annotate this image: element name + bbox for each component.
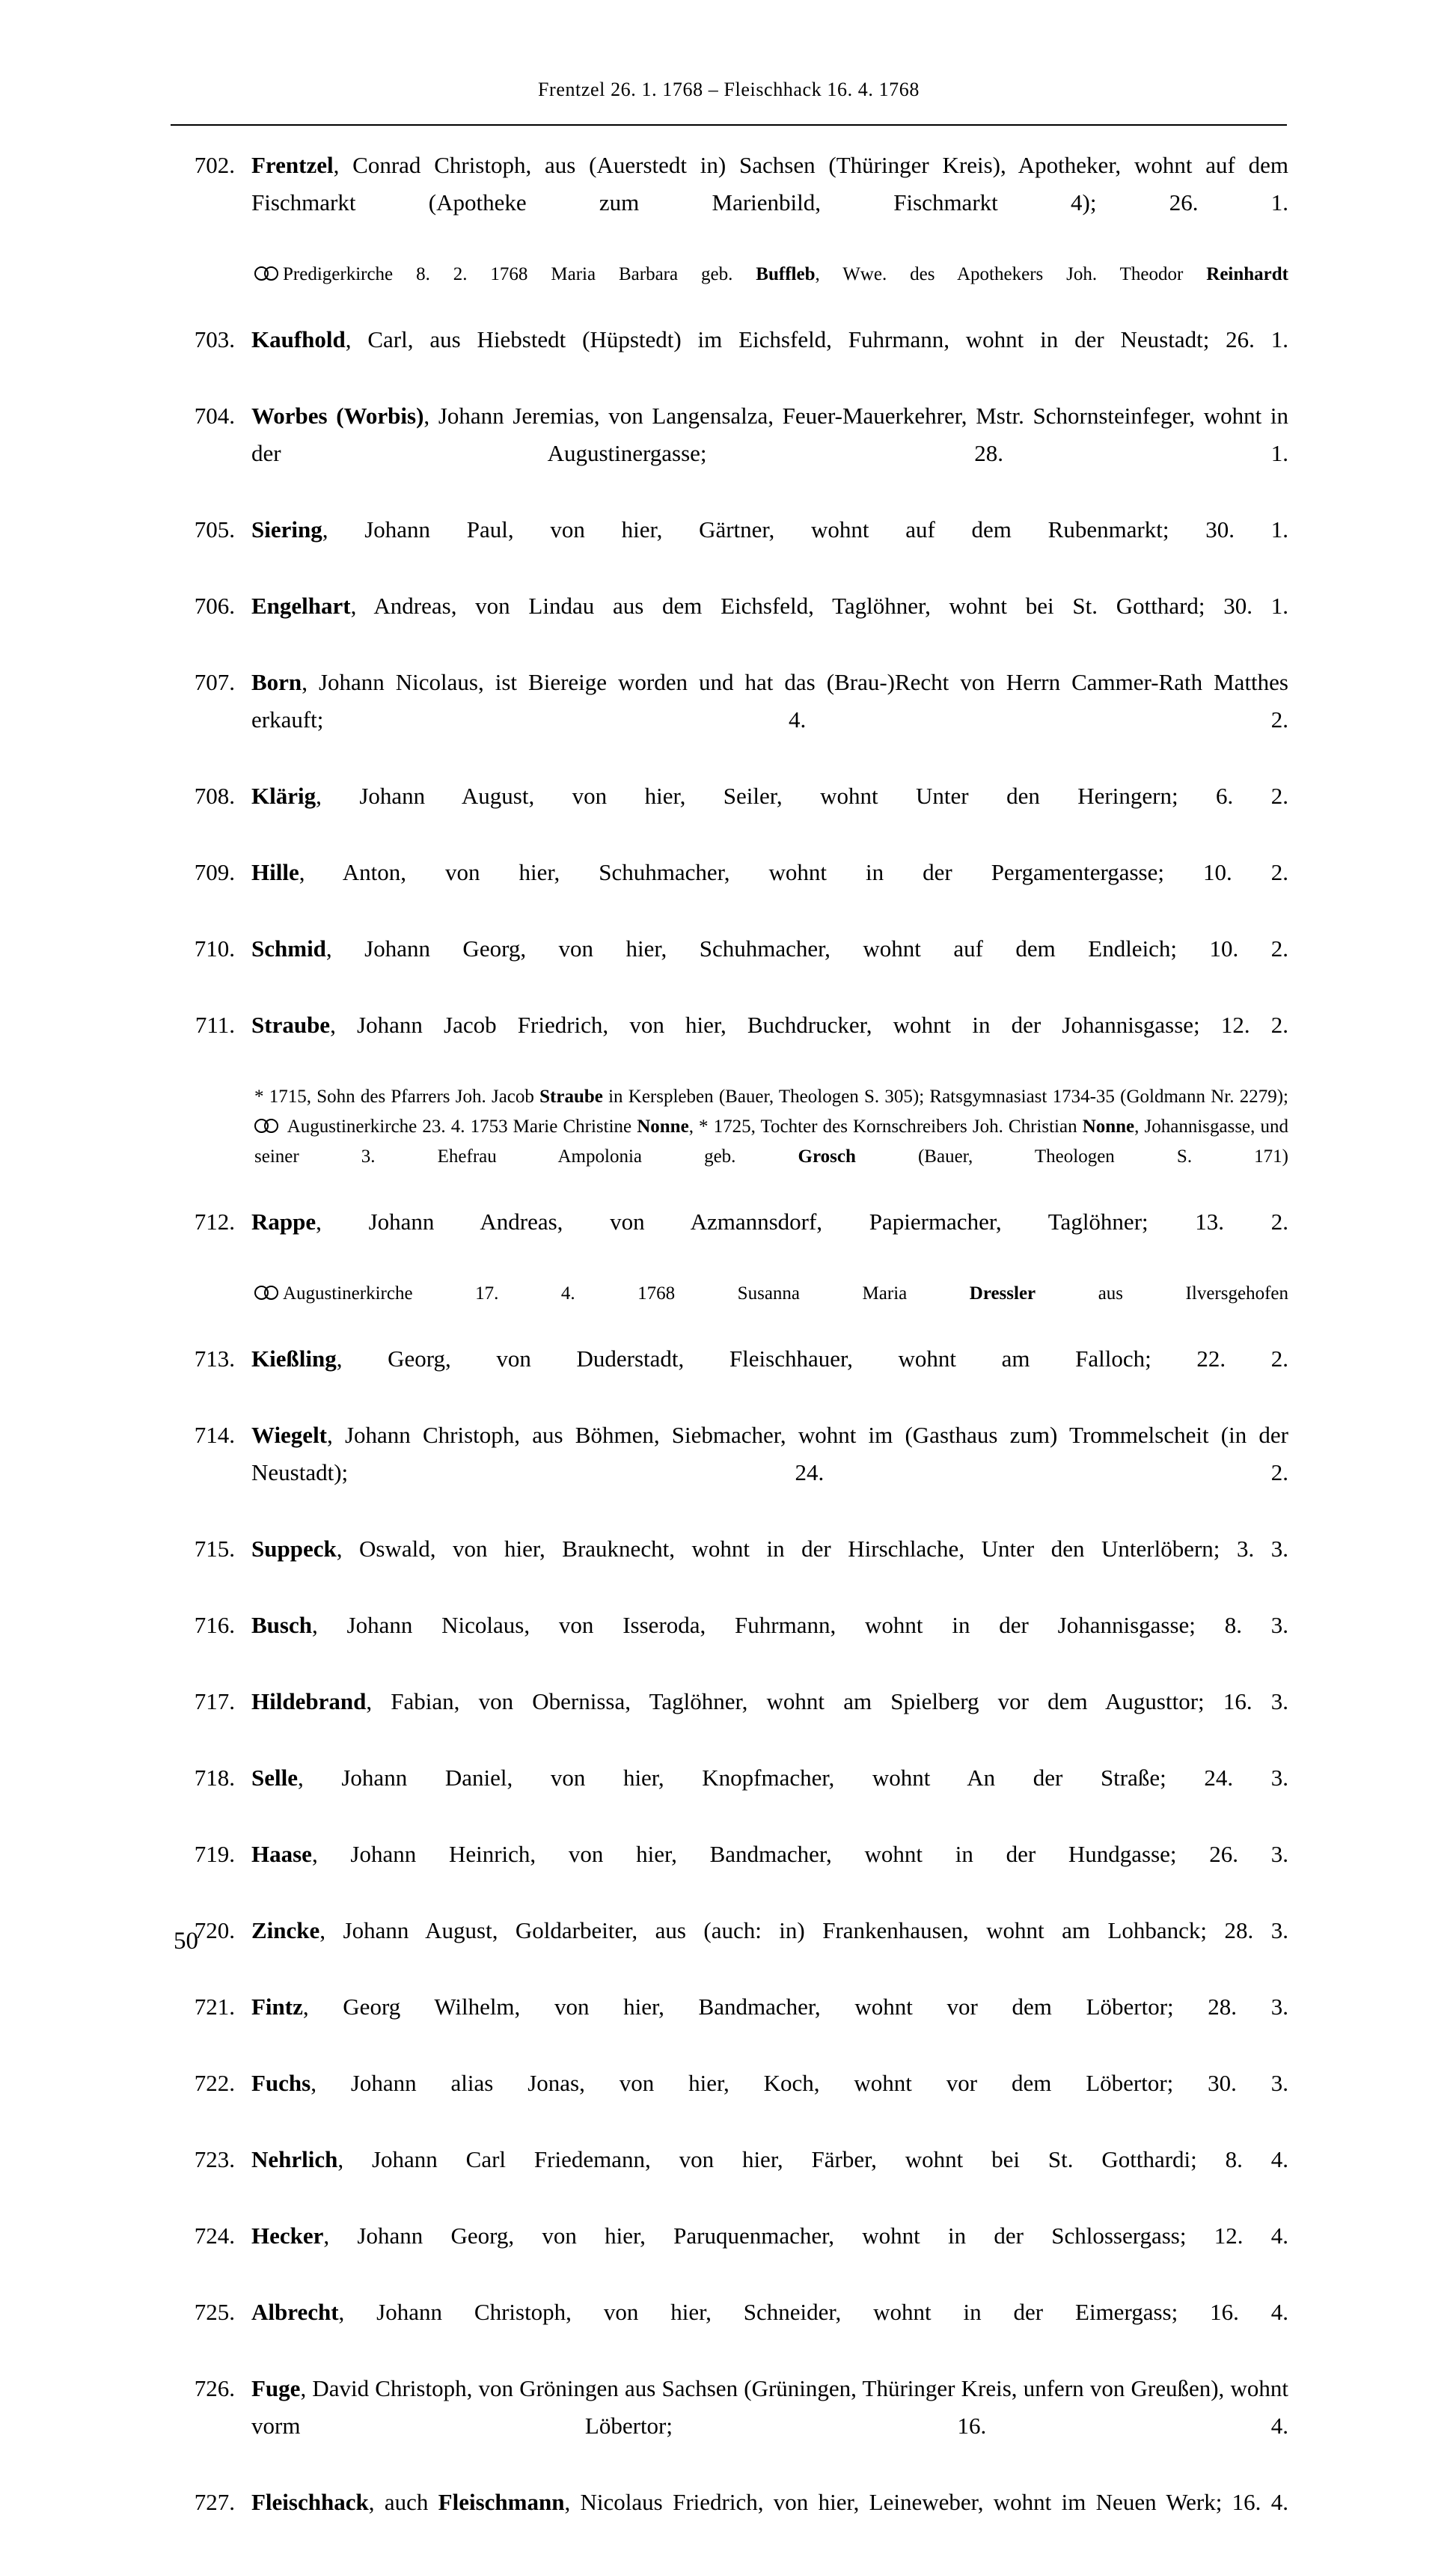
entry-surname: Suppeck bbox=[251, 1536, 337, 1562]
entry-note bbox=[251, 1082, 1288, 1202]
entry-description: , Johann Daniel, von hier, Knopfmacher, wohnt An der Straße; 24. 3. bbox=[298, 1765, 1288, 1791]
entry-surname: Worbes (Worbis) bbox=[251, 403, 424, 429]
entry-surname: Selle bbox=[251, 1765, 298, 1791]
entry-text bbox=[251, 1759, 1288, 1834]
entry-description: , Nicolaus Friedrich, von hier, Leineweber, wohnt im Neuen Werk; 16. 4. bbox=[564, 2489, 1288, 2515]
entry-item bbox=[171, 1530, 1288, 1605]
entry-text bbox=[251, 854, 1288, 929]
entry-text bbox=[251, 1203, 1288, 1278]
entry-item bbox=[171, 1607, 1288, 1681]
entry-body bbox=[235, 2141, 1288, 2216]
entry-description: , Johann Paul, von hier, Gärtner, wohnt auf dem Rubenmarkt; 30. 1. bbox=[322, 516, 1288, 543]
entry-number: 710. bbox=[194, 935, 235, 962]
entry-surname: Hecker bbox=[251, 2223, 324, 2249]
marriage-rings-icon bbox=[254, 266, 280, 281]
entry-description: , Georg, von Duderstadt, Fleischhauer, wohnt am Falloch; 22. 2. bbox=[336, 1345, 1288, 1372]
entry-surname: Straube bbox=[251, 1012, 331, 1038]
entry-description: , Johann Nicolaus, von Isseroda, Fuhrmann, wohnt in der Johannisgasse; 8. 3. bbox=[311, 1612, 1288, 1638]
entry-body bbox=[235, 321, 1288, 396]
entry-item bbox=[171, 511, 1288, 586]
entry-text bbox=[251, 930, 1288, 1005]
entry-body bbox=[235, 397, 1288, 510]
entry-body bbox=[235, 1203, 1288, 1339]
entry-description: , Oswald, von hier, Brauknecht, wohnt in der Hirschlache, Unter den Unterlöbern; 3. 3. bbox=[336, 1536, 1288, 1562]
entry-text bbox=[251, 1836, 1288, 1910]
entry-description: , Conrad Christoph, aus (Auerstedt in) Sachsen (Thüringer Kreis), Apotheker, wohnt auf dem Fischmarkt (Apotheke zum Marienbild, Fischmarkt 4); 26. 1. bbox=[251, 152, 1288, 216]
entry-surname: Siering bbox=[251, 516, 322, 543]
entry-text bbox=[251, 321, 1288, 396]
entry-body bbox=[235, 147, 1288, 320]
entry-text bbox=[251, 1988, 1288, 2063]
note-text: * 1715, Sohn des Pfarrers Joh. Jacob bbox=[254, 1087, 540, 1107]
entry-number: 708. bbox=[194, 783, 235, 809]
entry-text bbox=[251, 147, 1288, 259]
entry-body bbox=[235, 511, 1288, 586]
entry-surname: Fleischhack bbox=[251, 2489, 369, 2515]
entry-text bbox=[251, 511, 1288, 586]
entry-item bbox=[171, 2484, 1288, 2559]
entry-number: 718. bbox=[194, 1765, 235, 1791]
entry-description: , Johann Georg, von hier, Schuhmacher, wohnt auf dem Endleich; 10. 2. bbox=[325, 935, 1288, 962]
entry-body bbox=[235, 1607, 1288, 1681]
entry-description: , David Christoph, von Gröningen aus Sachsen (Grüningen, Thüringer Kreis, unfern von Greußen), wohnt vorm Löbertor; 16. 4. bbox=[251, 2375, 1288, 2439]
entry-body bbox=[235, 2065, 1288, 2139]
entry-description: , Carl, aus Hiebstedt (Hüpstedt) im Eichsfeld, Fuhrmann, wohnt in der Neustadt; 26. 1. bbox=[345, 326, 1288, 352]
entry-number: 724. bbox=[194, 2223, 235, 2249]
entry-item bbox=[171, 147, 1288, 320]
entry-body bbox=[235, 1006, 1288, 1202]
entry-text bbox=[251, 1006, 1288, 1081]
entry-description: , Johann Christoph, von hier, Schneider, wohnt in der Eimergass; 16. 4. bbox=[338, 2299, 1288, 2325]
entry-text bbox=[251, 664, 1288, 776]
note-name: Dressler bbox=[969, 1283, 1036, 1304]
entry-surname-alias: Fleischmann bbox=[438, 2489, 565, 2515]
entry-description: , Johann August, Goldarbeiter, aus (auch: in) Frankenhausen, wohnt am Lohbanck; 28. 3. bbox=[319, 1917, 1288, 1943]
note-name: Nonne bbox=[637, 1116, 689, 1137]
entry-number: 703. bbox=[194, 326, 235, 352]
entry-surname: Frentzel bbox=[251, 152, 334, 178]
entry-text bbox=[251, 2065, 1288, 2139]
entry-text bbox=[251, 397, 1288, 510]
entry-item bbox=[171, 1340, 1288, 1415]
entry-item bbox=[171, 930, 1288, 1005]
entry-item bbox=[171, 1006, 1288, 1202]
entry-item bbox=[171, 1417, 1288, 1529]
entry-body bbox=[235, 664, 1288, 776]
entry-body bbox=[235, 778, 1288, 852]
entry-body bbox=[235, 1912, 1288, 1987]
entry-surname: Born bbox=[251, 669, 302, 695]
entry-surname: Hille bbox=[251, 859, 299, 885]
entry-body bbox=[235, 1530, 1288, 1605]
entry-surname: Busch bbox=[251, 1612, 312, 1638]
entry-surname: Wiegelt bbox=[251, 1422, 328, 1448]
note-text: aus Ilversgehofen bbox=[1036, 1283, 1288, 1304]
entry-body bbox=[235, 1340, 1288, 1415]
entry-body bbox=[235, 1988, 1288, 2063]
entry-description: , Johann Nicolaus, ist Biereige worden und hat das (Brau-)Recht von Herrn Cammer-Rath Matthes erkauft; 4. 2. bbox=[251, 669, 1288, 733]
entry-body bbox=[235, 930, 1288, 1005]
entry-surname: Rappe bbox=[251, 1209, 316, 1235]
entry-body bbox=[235, 1759, 1288, 1834]
header-rule bbox=[171, 124, 1287, 126]
entry-number: 712. bbox=[194, 1209, 235, 1235]
note-name: Buffleb bbox=[756, 264, 816, 284]
entry-surname: Nehrlich bbox=[251, 2146, 338, 2172]
entry-surname: Schmid bbox=[251, 935, 326, 962]
entry-number: 720. bbox=[194, 1917, 235, 1943]
entry-description: , Johann Jacob Friedrich, von hier, Buchdrucker, wohnt in der Johannisgasse; 12. 2. bbox=[330, 1012, 1288, 1038]
entry-body bbox=[235, 2484, 1288, 2559]
entry-text bbox=[251, 2484, 1288, 2559]
entry-number: 717. bbox=[194, 1688, 235, 1714]
entry-surname: Fuchs bbox=[251, 2070, 311, 2096]
entry-text bbox=[251, 587, 1288, 662]
entry-note bbox=[251, 1279, 1288, 1339]
entry-number: 726. bbox=[194, 2375, 235, 2401]
entry-description: , Fabian, von Obernissa, Taglöhner, wohnt am Spielberg vor dem Augusttor; 16. 3. bbox=[366, 1688, 1288, 1714]
entry-item bbox=[171, 1759, 1288, 1834]
note-name: Grosch bbox=[798, 1146, 856, 1167]
entry-body bbox=[235, 2370, 1288, 2482]
entry-item bbox=[171, 397, 1288, 510]
entry-item bbox=[171, 778, 1288, 852]
entry-number: 719. bbox=[194, 1841, 235, 1867]
entry-body bbox=[235, 2217, 1288, 2292]
entry-description: , Johann Jeremias, von Langensalza, Feuer-Mauerkehrer, Mstr. Schornsteinfeger, wohnt in der Augustinergasse; 28. 1. bbox=[251, 403, 1288, 466]
marriage-rings-icon bbox=[254, 1286, 280, 1300]
entry-number: 707. bbox=[194, 669, 235, 695]
note-text: Augustinerkirche 17. 4. 1768 Susanna Maria bbox=[283, 1283, 970, 1304]
entry-body bbox=[235, 1836, 1288, 1910]
entry-text bbox=[251, 2217, 1288, 2292]
entry-number: 705. bbox=[194, 516, 235, 543]
entry-surname: Albrecht bbox=[251, 2299, 339, 2325]
entry-number: 711. bbox=[195, 1012, 235, 1038]
entry-surname: Kießling bbox=[251, 1345, 337, 1372]
entry-item bbox=[171, 2217, 1288, 2292]
entry-number: 727. bbox=[194, 2489, 235, 2515]
entry-number: 702. bbox=[194, 152, 235, 178]
entry-body bbox=[235, 1417, 1288, 1529]
entry-note bbox=[251, 260, 1288, 320]
entry-description: , Andreas, von Lindau aus dem Eichsfeld, Taglöhner, wohnt bei St. Gotthard; 30. 1. bbox=[350, 593, 1288, 619]
entry-text bbox=[251, 1340, 1288, 1415]
entry-surname: Zincke bbox=[251, 1917, 320, 1943]
entry-number: 704. bbox=[194, 403, 235, 429]
entry-item bbox=[171, 1683, 1288, 1758]
note-text: in Kerspleben (Bauer, Theologen S. 305); Ratsgymnasiast 1734-35 (Goldmann Nr. 2279); bbox=[602, 1087, 1288, 1107]
entry-surname: Kaufhold bbox=[251, 326, 346, 352]
entry-description: , Johann Andreas, von Azmannsdorf, Papiermacher, Taglöhner; 13. 2. bbox=[316, 1209, 1288, 1235]
entry-number: 714. bbox=[194, 1422, 235, 1448]
entry-item bbox=[171, 1988, 1288, 2063]
entry-description: , Johann Georg, von hier, Paruquenmacher, wohnt in der Schlossergass; 12. 4. bbox=[323, 2223, 1288, 2249]
note-name: Nonne bbox=[1082, 1116, 1135, 1137]
entry-description: , Johann Heinrich, von hier, Bandmacher, wohnt in der Hundgasse; 26. 3. bbox=[311, 1841, 1288, 1867]
entry-description: , Johann August, von hier, Seiler, wohnt Unter den Heringern; 6. 2. bbox=[316, 783, 1288, 809]
entry-text bbox=[251, 2141, 1288, 2216]
entry-item bbox=[171, 854, 1288, 929]
entry-description: , Johann Christoph, aus Böhmen, Siebmacher, wohnt im (Gasthaus zum) Trommelscheit (in der Neustadt); 24. 2. bbox=[251, 1422, 1288, 1485]
entry-number: 709. bbox=[194, 859, 235, 885]
entry-item bbox=[171, 321, 1288, 396]
note-text: , Johannisgasse, und seiner 3. Ehefrau Ampolonia geb. bbox=[254, 1116, 1288, 1167]
running-head: Frentzel 26. 1. 1768 – Fleischhack 16. 4. 1768 bbox=[538, 79, 920, 100]
note-name: Straube bbox=[539, 1087, 603, 1107]
entry-description: , Georg Wilhelm, von hier, Bandmacher, wohnt vor dem Löbertor; 28. 3. bbox=[302, 1994, 1288, 2020]
note-text: (Bauer, Theologen S. 171) bbox=[855, 1146, 1289, 1167]
entry-body bbox=[235, 854, 1288, 929]
entry-surname: Fintz bbox=[251, 1994, 303, 2020]
entry-item bbox=[171, 2294, 1288, 2368]
entry-item bbox=[171, 1912, 1288, 1987]
entry-body bbox=[235, 587, 1288, 662]
entry-item bbox=[171, 2370, 1288, 2482]
entry-text bbox=[251, 1417, 1288, 1529]
entry-text bbox=[251, 1912, 1288, 1987]
entry-item bbox=[171, 2065, 1288, 2139]
entry-body bbox=[235, 2294, 1288, 2368]
entry-item bbox=[171, 1203, 1288, 1339]
entry-description: , Anton, von hier, Schuhmacher, wohnt in der Pergamentergasse; 10. 2. bbox=[299, 859, 1288, 885]
entry-text bbox=[251, 1530, 1288, 1605]
entry-item bbox=[171, 1836, 1288, 1910]
page-number: 50 bbox=[174, 1928, 198, 1955]
entry-surname: Haase bbox=[251, 1841, 312, 1867]
entry-item bbox=[171, 587, 1288, 662]
entry-text bbox=[251, 2294, 1288, 2368]
entry-number: 725. bbox=[194, 2299, 235, 2325]
entry-text bbox=[251, 1683, 1288, 1758]
entry-number: 721. bbox=[194, 1994, 235, 2020]
entry-description: , Johann alias Jonas, von hier, Koch, wohnt vor dem Löbertor; 30. 3. bbox=[311, 2070, 1288, 2096]
entry-item bbox=[171, 664, 1288, 776]
entry-surname: Engelhart bbox=[251, 593, 351, 619]
entry-number: 706. bbox=[194, 593, 235, 619]
entry-surname: Klärig bbox=[251, 783, 316, 809]
entry-text bbox=[251, 2370, 1288, 2482]
entry-description: , Johann Carl Friedemann, von hier, Färber, wohnt bei St. Gotthardi; 8. 4. bbox=[337, 2146, 1288, 2172]
entry-list bbox=[171, 147, 1288, 2560]
entry-surname: Hildebrand bbox=[251, 1688, 367, 1714]
note-text: , * 1725, Tochter des Kornschreibers Joh. Christian bbox=[688, 1116, 1083, 1137]
entry-number: 716. bbox=[194, 1612, 235, 1638]
note-text: Predigerkirche 8. 2. 1768 Maria Barbara geb. bbox=[283, 264, 756, 284]
note-text: Augustinerkirche 23. 4. 1753 Marie Christine bbox=[283, 1116, 637, 1137]
marriage-rings-icon bbox=[254, 1119, 280, 1133]
entry-number: 722. bbox=[194, 2070, 235, 2096]
entry-alias-prefix: , auch bbox=[368, 2489, 438, 2515]
entry-surname: Fuge bbox=[251, 2375, 301, 2401]
entry-body bbox=[235, 1683, 1288, 1758]
note-name: Reinhardt bbox=[1206, 264, 1288, 284]
note-text: , Wwe. des Apothekers Joh. Theodor bbox=[815, 264, 1207, 284]
entry-number: 715. bbox=[194, 1536, 235, 1562]
entry-item bbox=[171, 2141, 1288, 2216]
entry-text bbox=[251, 778, 1288, 852]
entry-number: 723. bbox=[194, 2146, 235, 2172]
entry-number: 713. bbox=[194, 1345, 235, 1372]
entry-text bbox=[251, 1607, 1288, 1681]
